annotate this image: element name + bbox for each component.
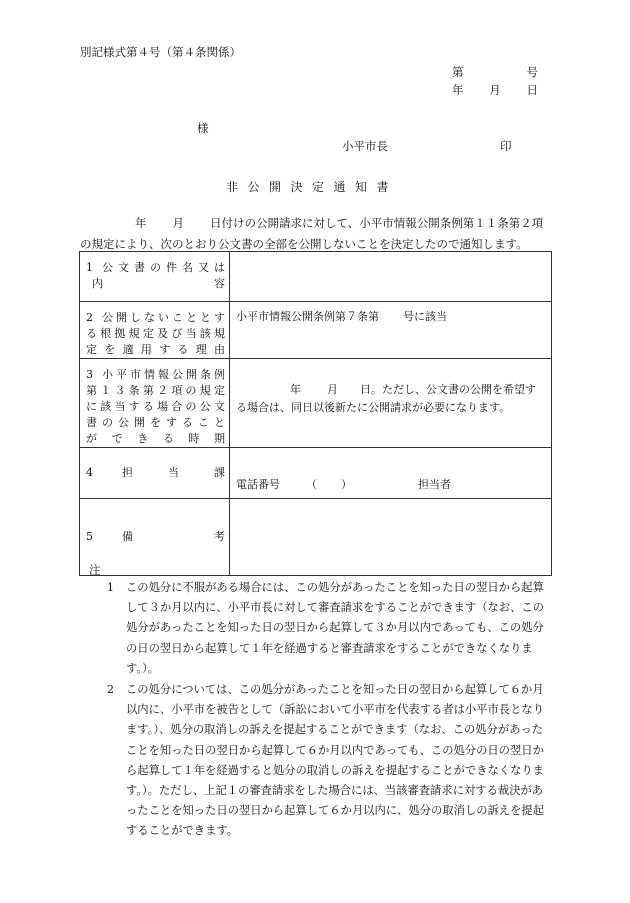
row3-label: 3 小平市情報公開条例 第１３条第２項の規定 に該当する場合の公文 書の公開をすること ができる時期 [80, 359, 230, 448]
row4-label: 4 担 当 課 [80, 448, 230, 499]
doc-no-suffix: 号 [526, 65, 538, 79]
row1-label: 1 公文書の件名又は 内 容 [80, 252, 230, 302]
row4-value[interactable] [230, 448, 552, 499]
notes-list [80, 578, 550, 843]
period-text: 日。ただし、公文書の公開を希望する場合は、同日以後新たに公開請求が必要になります。 [236, 383, 536, 414]
row1-value[interactable] [230, 252, 552, 302]
list-item: 1 この処分に不服がある場合には、この処分があったことを知った日の翌日から起算して３か月以内に、小平市長に対して審査請求をすることができます（なお、この処分があったことを知った日の翌日から起算して３か月以内であっても、この処分の日の翌日から起算して１年を経過すると審査請求をすることができなくなります。）。 [106, 581, 544, 675]
row2-label: 2 公開しないこととす る根拠規定及び当該規 定を適用する理由 [80, 302, 230, 359]
period-month: 月 [327, 383, 338, 396]
row2-value[interactable] [230, 302, 552, 359]
decision-table [79, 251, 552, 576]
date-month: 月 [489, 83, 501, 97]
notes-heading: 注 [89, 563, 101, 577]
row5-value[interactable] [230, 499, 552, 576]
date-day: 日 [526, 83, 538, 97]
date-year: 年 [452, 83, 464, 97]
row5-label: 5 備 考 [80, 499, 230, 576]
clause-prefix: 小平市情報公開条例第７条第 [236, 310, 379, 323]
person-label: 担当者 [418, 478, 451, 491]
phone-close-paren: ） [341, 478, 352, 491]
table-row [80, 499, 552, 576]
row3-value[interactable] [230, 359, 552, 448]
table-row [80, 359, 552, 448]
clause-suffix: 号に該当 [403, 310, 447, 323]
form-number: 別記様式第４号（第４条関係） [80, 45, 241, 59]
doc-no-prefix: 第 [452, 65, 464, 79]
phone-label: 電話番号 [236, 478, 280, 491]
issue-date [452, 82, 538, 98]
table-row [80, 302, 552, 359]
body-year: 年 [135, 216, 147, 230]
addressee: 様 [197, 121, 209, 135]
table-row [80, 252, 552, 302]
document-number [452, 64, 538, 80]
list-item: 2 この処分については、この処分があったことを知った日の翌日から起算して６か月以内に、小平市を被告として（訴訟において小平市を代表する者は小平市長となります。）、処分の取消しの訴えを提起することができます（なお、この処分があったことを知った日の翌日から起算して６か月以内であっても、この処分の日の翌日から起算して１年を経過すると処分の取消しの訴えを提起することができなくなります。）。ただし、上記１の審査請求をした場合には、当該審査請求に対する裁決があったことを知った日の翌日から起算して６か月以内に、処分の取消しの訴えを提起することができます。 [106, 683, 544, 838]
seal-mark: 印 [500, 139, 512, 153]
page-title: 非公開決定通知書 [226, 180, 399, 194]
body-text: 日付けの公開請求に対して、小平市情報公開条例第１１条第２項の規定により、次のとおり公文書の全部を公開しないことを決定したので通知します。 [80, 216, 544, 251]
body-paragraph [80, 213, 550, 255]
table-row [80, 448, 552, 499]
issuer: 小平市長 [342, 139, 388, 153]
phone-open-paren: （ [306, 478, 317, 491]
body-month: 月 [172, 216, 184, 230]
period-year: 年 [290, 383, 301, 396]
